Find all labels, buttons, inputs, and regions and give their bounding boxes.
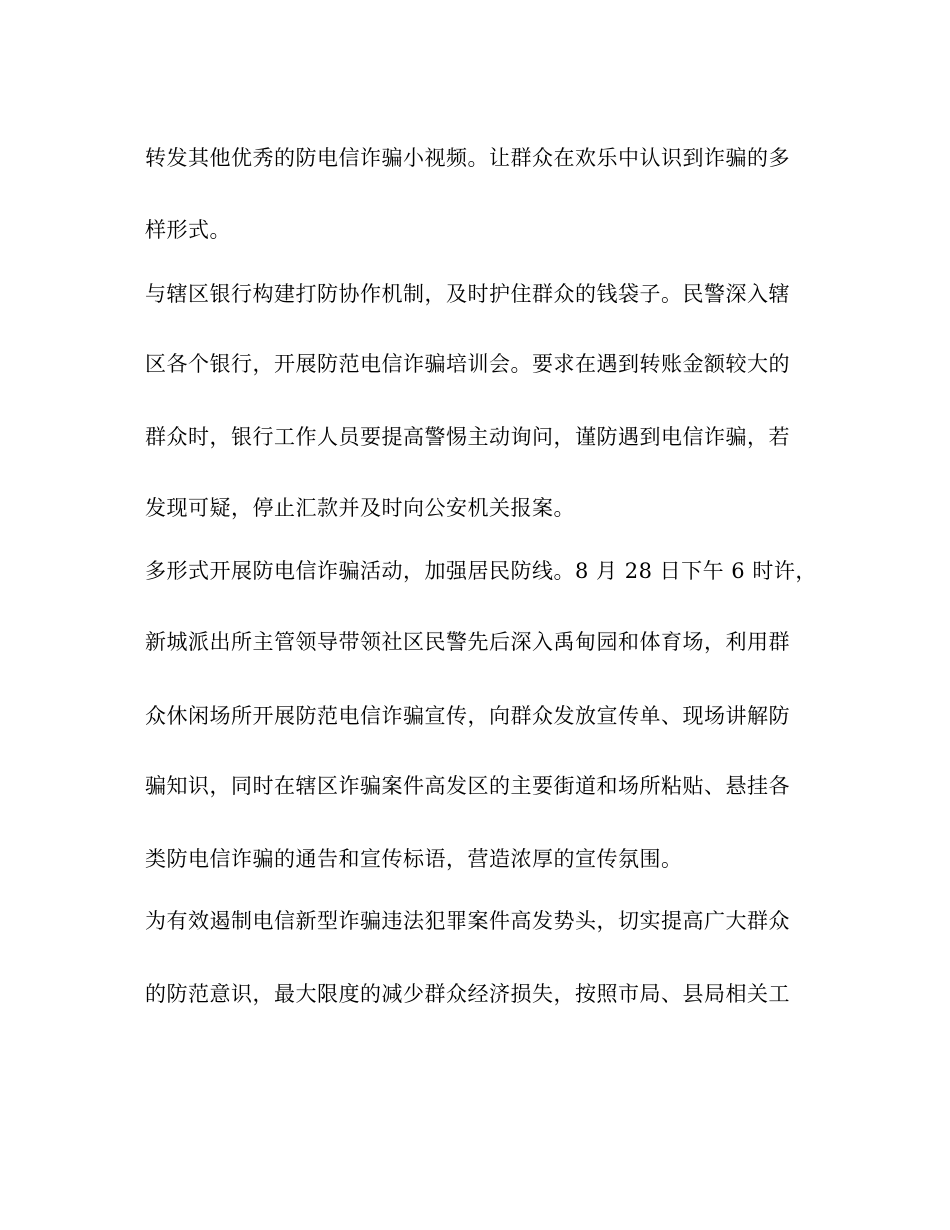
paragraph-2-line-4: 发现可疑，停止汇款并及时向公安机关报案。: [145, 496, 575, 520]
paragraph-3-line-3: 众休闲场所开展防范电信诈骗宣传，向群众发放宣传单、现场讲解防: [145, 704, 790, 728]
paragraph-2-line-1: 与辖区银行构建打防协作机制，及时护住群众的钱袋子。民警深入辖: [145, 282, 790, 306]
paragraph-1-line-2: 样形式。: [145, 218, 231, 242]
paragraph-4-line-2: 的防范意识，最大限度的减少群众经济损失，按照市局、县局相关工: [145, 982, 790, 1006]
paragraph-3-line-5: 类防电信诈骗的通告和宣传标语，营造浓厚的宣传氛围。: [145, 847, 683, 871]
paragraph-2-line-3: 群众时，银行工作人员要提高警惕主动询问，谨防遇到电信诈骗，若: [145, 425, 790, 449]
paragraph-3-line-1: 多形式开展防电信诈骗活动，加强居民防线。8 月 28 日下午 6 时许，: [145, 559, 817, 583]
paragraph-1-line-1: 转发其他优秀的防电信诈骗小视频。让群众在欢乐中认识到诈骗的多: [145, 146, 790, 170]
paragraph-4-line-1: 为有效遏制电信新型诈骗违法犯罪案件高发势头，切实提高广大群众: [145, 909, 790, 933]
paragraph-2-line-2: 区各个银行，开展防范电信诈骗培训会。要求在遇到转账金额较大的: [145, 352, 790, 376]
paragraph-3-line-2: 新城派出所主管领导带领社区民警先后深入禹甸园和体育场，利用群: [145, 630, 790, 654]
paragraph-3-line-4: 骗知识，同时在辖区诈骗案件高发区的主要街道和场所粘贴、悬挂各: [145, 774, 790, 798]
